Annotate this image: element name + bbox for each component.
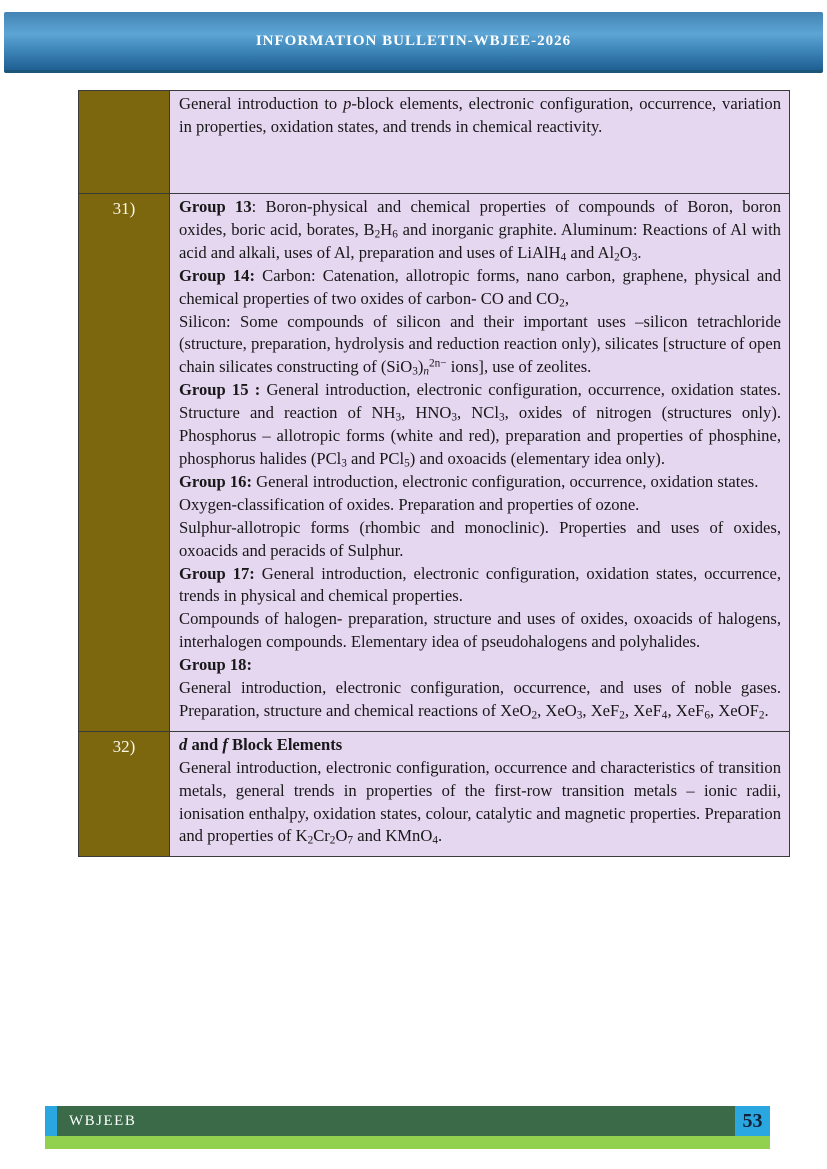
paragraph bbox=[179, 196, 781, 265]
text-run: 6 bbox=[392, 228, 398, 241]
syllabus-table-body bbox=[79, 91, 790, 857]
syllabus-table bbox=[78, 90, 790, 857]
text-run: . bbox=[764, 700, 769, 720]
text-run: General introduction, electronic configuration, occurrence, oxidation states. bbox=[252, 471, 759, 491]
text-run: 7 bbox=[347, 834, 354, 847]
text-run: Sulphur-allotropic forms (rhombic and monoclinic). Properties and uses of oxides, oxoacids and peracids of Sulphur. bbox=[179, 517, 781, 560]
text-run: Group 17: bbox=[179, 563, 255, 583]
paragraph bbox=[179, 471, 781, 494]
text-run: 4 bbox=[432, 834, 438, 847]
text-run: 2 bbox=[307, 834, 314, 847]
text-run: 2 bbox=[559, 297, 565, 310]
text-run: 2 bbox=[374, 228, 381, 241]
text-run: 2 bbox=[758, 709, 765, 722]
text-run: O bbox=[619, 242, 632, 262]
text-run: : Boron-physical and chemical properties of compounds of Boron, boron oxides, boric acid, borates, B bbox=[179, 197, 782, 239]
text-run: , XeO bbox=[537, 700, 577, 720]
text-run: , bbox=[564, 288, 569, 308]
text-run: , XeOF bbox=[709, 700, 759, 720]
text-run: O bbox=[335, 826, 348, 846]
text-run: 4 bbox=[661, 709, 668, 722]
text-run: 3 bbox=[451, 411, 458, 424]
paragraph bbox=[179, 494, 781, 517]
text-run: Block Elements bbox=[227, 734, 343, 754]
text-run: 3 bbox=[576, 709, 583, 722]
text-run: Group 14: bbox=[179, 265, 255, 285]
text-run: , oxides of nitrogen (structures only). Phosphorus – allotropic forms (white and red), preparation and properties of phosphine, phosphorus halides (PCl bbox=[179, 403, 782, 468]
text-run: Compounds of halogen- preparation, structure and uses of oxides, oxoacids of halogens, interhalogen compounds. Elementary idea of pseudohalogens and polyhalides. bbox=[179, 609, 781, 652]
text-run: General introduction, electronic configuration, occurrence, oxidation states. Structure and reaction of NH bbox=[179, 380, 781, 423]
paragraph bbox=[179, 265, 781, 311]
text-run: ions], use of zeolites. bbox=[446, 357, 592, 377]
table-row bbox=[79, 91, 790, 194]
text-run: 2n− bbox=[429, 357, 447, 370]
text-run: -block elements, electronic configuration, occurrence, variation in properties, oxidation states, and trends in chemical reactivity. bbox=[179, 94, 782, 136]
page-number: 53 bbox=[735, 1106, 770, 1136]
row-content-cell bbox=[170, 91, 790, 194]
footer-accent-square bbox=[45, 1106, 57, 1136]
text-run: 3 bbox=[498, 411, 505, 424]
paragraph bbox=[179, 734, 781, 757]
text-run: Cr bbox=[313, 826, 330, 846]
text-run: General introduction, electronic configuration, occurrence, and uses of noble gases. Preparation, structure and chemical reactions of XeO bbox=[179, 678, 781, 720]
text-run: 3 bbox=[341, 457, 347, 470]
text-run: , XeF bbox=[624, 700, 662, 720]
paragraph bbox=[179, 654, 781, 677]
text-run: 3 bbox=[395, 411, 402, 424]
text-run: d bbox=[179, 734, 188, 754]
text-run: and PCl bbox=[346, 448, 405, 468]
text-run: General introduction, electronic configuration, occurrence and characteristics of transition metals, general trends in properties of the first-row transition metals – ionic radii, ionisation enthalpy, oxidation states, colour, catalytic and magnetic properties. Preparation and properties of K bbox=[179, 757, 781, 846]
text-run: and Al bbox=[566, 242, 615, 262]
paragraph bbox=[179, 93, 781, 139]
text-run: 3 bbox=[631, 251, 638, 264]
text-run: . bbox=[637, 242, 642, 262]
footer-bar bbox=[45, 1106, 735, 1136]
text-run: . bbox=[437, 826, 443, 846]
text-run: ) bbox=[417, 357, 424, 377]
row-number-cell: 32) bbox=[79, 731, 170, 857]
text-run: 2 bbox=[531, 709, 538, 722]
table-row bbox=[79, 731, 790, 857]
text-run: , XeF bbox=[582, 700, 620, 720]
text-run: , HNO bbox=[401, 403, 452, 423]
text-run: Group 15 : bbox=[179, 380, 261, 400]
text-run: and inorganic graphite. Aluminum: Reactions of Al with acid and alkali, uses of Al, preparation and uses of LiAlH bbox=[179, 219, 781, 262]
paragraph bbox=[179, 608, 781, 654]
text-run: 6 bbox=[704, 709, 710, 722]
text-run: 2 bbox=[619, 709, 625, 722]
row-content-cell bbox=[170, 731, 790, 857]
header-title: INFORMATION BULLETIN-WBJEE-2026 bbox=[255, 32, 572, 49]
text-run: and bbox=[187, 734, 223, 754]
text-run: n bbox=[423, 365, 429, 378]
paragraph bbox=[179, 311, 781, 380]
text-run: Carbon: Catenation, allotropic forms, nano carbon, graphene, physical and chemical properties of two oxides of carbon- CO and CO bbox=[179, 265, 782, 308]
paragraph bbox=[179, 563, 781, 609]
text-run: and KMnO bbox=[353, 826, 433, 846]
footer-brand: WBJEEB bbox=[69, 1112, 137, 1129]
text-run: 3 bbox=[412, 365, 418, 378]
paragraph bbox=[179, 379, 781, 471]
row-content-cell bbox=[170, 194, 790, 732]
paragraph bbox=[179, 517, 781, 563]
text-run: H bbox=[380, 219, 393, 239]
text-run: p bbox=[343, 94, 352, 113]
text-run: Group 16: bbox=[179, 471, 252, 491]
row-number-cell bbox=[79, 91, 170, 194]
text-run: , NCl bbox=[457, 403, 499, 423]
text-run: Oxygen-classification of oxides. Preparation and properties of ozone. bbox=[179, 494, 640, 514]
text-run: 2 bbox=[329, 834, 336, 847]
text-run: General introduction, electronic configuration, oxidation states, occurrence, trends in physical and chemical properties. bbox=[179, 563, 781, 606]
text-run: 2 bbox=[614, 251, 620, 264]
text-run: 4 bbox=[560, 251, 567, 264]
text-run: 5 bbox=[404, 457, 410, 470]
text-run: Group 13 bbox=[179, 197, 252, 216]
page-header bbox=[4, 12, 823, 73]
footer-lime-bar bbox=[45, 1136, 770, 1149]
text-run: General introduction to bbox=[179, 94, 344, 113]
paragraph bbox=[179, 677, 781, 723]
text-run: ) and oxoacids (elementary idea only). bbox=[409, 448, 665, 468]
text-run: Silicon: Some compounds of silicon and their important uses –silicon tetrachloride (structure, preparation, hydrolysis and reduction reaction only), silicates [structure of open chain silicates constructing of (SiO bbox=[179, 311, 781, 377]
paragraph bbox=[179, 757, 781, 849]
row-number-cell: 31) bbox=[79, 194, 170, 732]
text-run: Group 18: bbox=[179, 655, 252, 675]
table-row bbox=[79, 194, 790, 732]
text-run: , XeF bbox=[667, 700, 705, 720]
text-run: f bbox=[222, 734, 228, 754]
